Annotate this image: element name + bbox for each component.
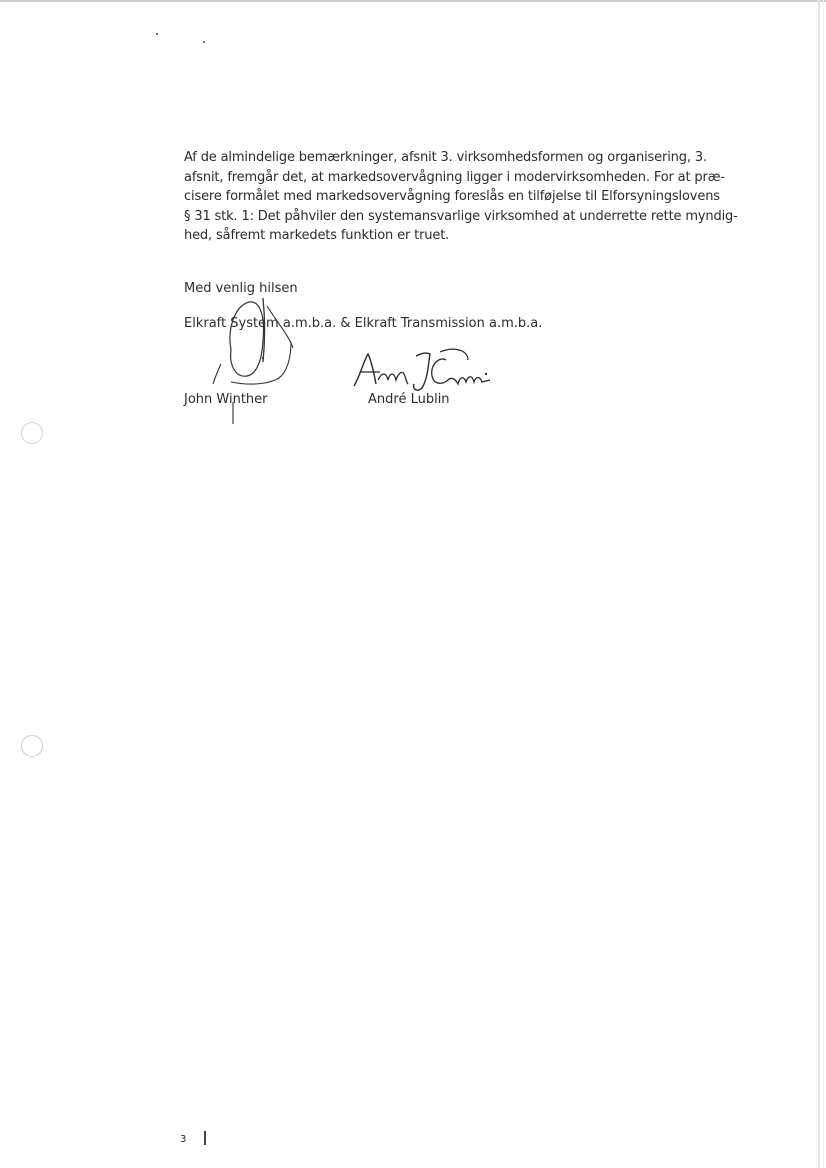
signatory-name: John Winther	[184, 392, 268, 407]
scan-edge-right	[818, 0, 820, 1168]
page-number-divider	[204, 1131, 206, 1145]
scan-speck	[156, 33, 158, 35]
signature-andre-lublin	[350, 346, 498, 394]
punch-hole-mark	[21, 735, 43, 757]
body-line: Af de almindelige bemærkninger, afsnit 3. virksomhedsformen og organisering, 3.	[184, 150, 707, 165]
punch-hole-mark	[21, 422, 43, 444]
closing-salutation: Med venlig hilsen	[184, 281, 298, 296]
signatory-name: André Lublin	[368, 392, 450, 407]
body-line: § 31 stk. 1: Det påhviler den systemansvarlige virksomhed at underrette rette myndig-	[184, 208, 738, 224]
scan-edge-top	[0, 0, 826, 2]
letter-body	[184, 148, 738, 246]
scan-speck	[203, 41, 205, 43]
scan-edge-right-inner	[823, 0, 824, 1168]
body-line: hed, såfremt markedets funktion er truet.	[184, 228, 450, 243]
company-name: Elkraft System a.m.b.a. & Elkraft Transmission a.m.b.a.	[184, 316, 543, 331]
body-line: cisere formålet med markedsovervågning foreslås en tilføjelse til Elforsyningslovens	[184, 189, 720, 204]
body-line: afsnit, fremgår det, at markedsovervågning ligger i modervirksomheden. For at præ-	[184, 169, 725, 185]
page-number: 3	[180, 1134, 187, 1145]
